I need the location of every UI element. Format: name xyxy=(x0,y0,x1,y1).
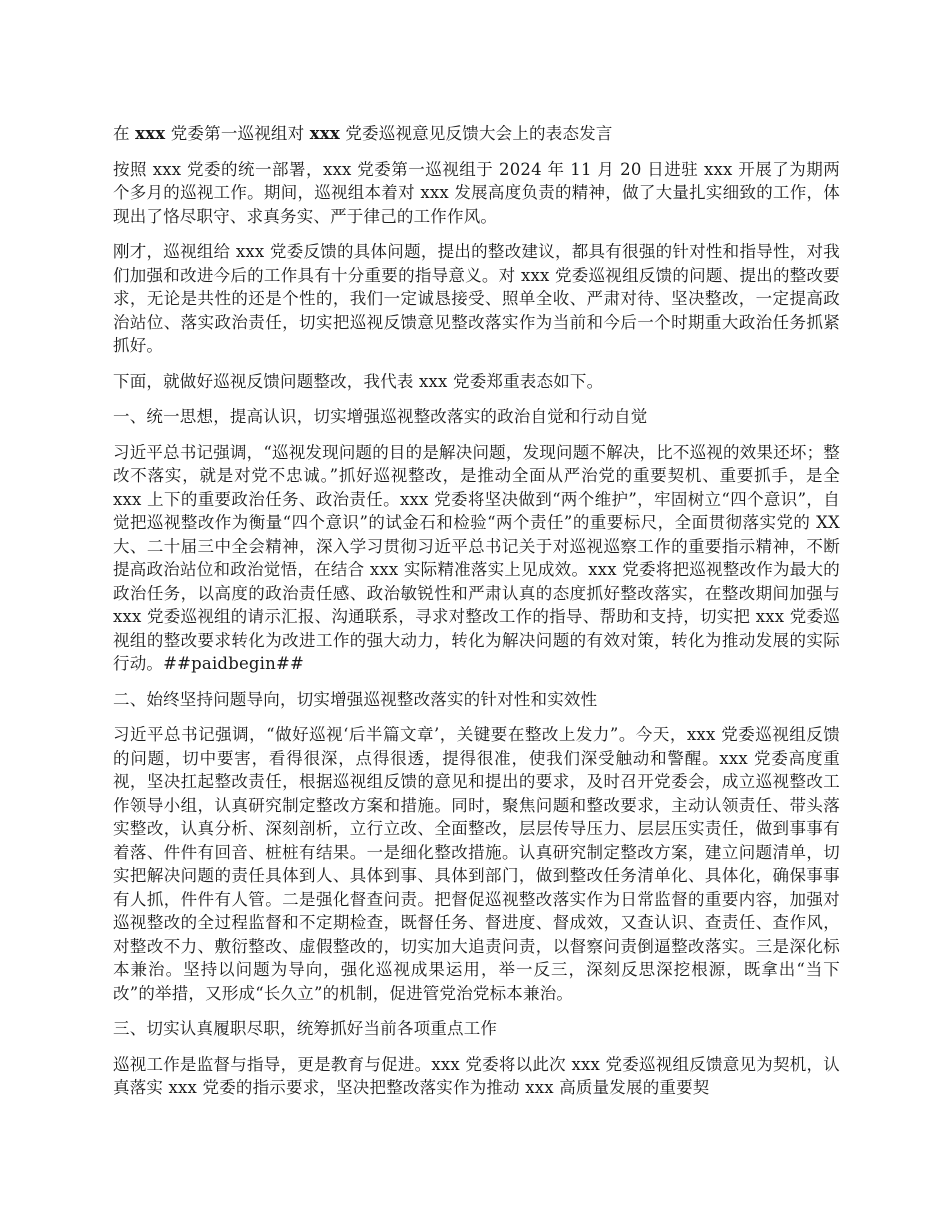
title-text-2: 党委第一巡视组对 xyxy=(165,124,310,143)
title-text-1: 在 xyxy=(113,124,136,143)
section-heading-3: 三、切实认真履职尽职，统筹抓好当前各项重点工作 xyxy=(113,1019,498,1038)
paragraph-section-1: 习近平总书记强调，“巡视发现问题的目的是解决问题，发现问题不解决，比不巡视的效果还坏；整改不落实，就是对党不忠诚。”抓好巡视整改，是推动全面从严治党的重要契机、重要抓手，是全 xxx 上下的重要政治任务、政治责任。xxx 党委将坚决做到“两个维护”，牢固树立“四个意识”，自觉把巡视整改作为衡量“四个意识”的试金石和检验“两个责任”的重要标尺，全面贯彻落实党的 XX 大、二十届三中全会精神，深入学习贯彻习近平总书记关于对巡视巡察工作的重要指示精神，不断提高政治站位和政治觉悟，在结合 xxx 实际精准落实上见成效。xxx 党委将把巡视整改作为最大的政治任务，以高度的政治责任感、政治敏锐性和严肃认真的态度抓好整改落实，在整改期间加强与 xxx 党委巡视组的请示汇报、沟通联系，寻求对整改工作的指导、帮助和支持，切实把 xxx 党委巡视组的整改要求转化为改进工作的强大动力，转化为解决问题的有效对策，转化为推动发展的实际行动。##paidbegin## xyxy=(113,442,840,673)
paragraph-intro: 按照 xxx 党委的统一部署，xxx 党委第一巡视组于 2024 年 11 月 20 日进驻 xxx 开展了为期两个多月的巡视工作。期间，巡视组本着对 xxx 发展高度负责的精神，做了大量扎实细致的工作，体现出了恪尽职守、求真务实、严于律己的工作作风。 xyxy=(113,159,840,226)
paragraph-feedback: 刚才，巡视组给 xxx 党委反馈的具体问题，提出的整改建议，都具有很强的针对性和指导性，对我们加强和改进今后的工作具有十分重要的指导意义。对 xxx 党委巡视组反馈的问题、提出的整改要求，无论是共性的还是个性的，我们一定诚恳接受、照单全收、严肃对待、坚决整改，一定提高政治站位、落实政治责任，切实把巡视反馈意见整改落实作为当前和今后一个时期重大政治任务抓紧抓好。 xyxy=(113,242,840,355)
title-bold-1: xxx xyxy=(135,124,166,143)
document-page xyxy=(113,122,840,1112)
paragraph-section-3: 巡视工作是监督与指导，更是教育与促进。xxx 党委将以此次 xxx 党委巡视组反馈意见为契机，认真落实 xxx 党委的指示要求，坚决把整改落实作为推动 xxx 高质量发展的重要契 xyxy=(113,1054,840,1097)
title-bold-2: xxx xyxy=(309,124,340,143)
paragraph-section-2: 习近平总书记强调，“做好巡视‘后半篇文章’，关键要在整改上发力”。今天，xxx 党委巡视组反馈的问题，切中要害，看得很深，点得很透，提得很准，使我们深受触动和警醒。xxx 党委高度重视，坚决扛起整改责任，根据巡视组反馈的意见和提出的要求，及时召开党委会，成立巡视整改工作领导小组，认真研究制定整改方案和措施。同时，聚焦问题和整改要求，主动认领责任、带头落实整改，认真分析、深刻剖析，立行立改、全面整改，层层传导压力、层层压实责任，做到事事有着落、件件有回音、桩桩有结果。一是细化整改措施。认真研究制定整改方案，建立问题清单，切实把解决问题的责任具体到人、具体到事、具体到部门，做到整改任务清单化、具体化，确保事事有人抓，件件有人管。二是强化督查问责。把督促巡视整改落实作为日常监督的重要内容，加强对巡视整改的全过程监督和不定期检查，既督任务、督进度、督成效，又查认识、查责任、查作风，对整改不力、敷衍整改、虚假整改的，切实加大追责问责，以督察问责倒逼整改落实。三是深化标本兼治。坚持以问题为导向，强化巡视成果运用，举一反三，深刻反思深挖根源，既拿出“当下改”的举措，又形成“长久立”的机制，促进管党治党标本兼治。 xyxy=(113,725,840,1003)
document-title xyxy=(113,122,840,146)
section-heading-1: 一、统一思想，提高认识，切实增强巡视整改落实的政治自觉和行动自觉 xyxy=(113,407,648,426)
paragraph-statement-intro: 下面，就做好巡视反馈问题整改，我代表 xxx 党委郑重表态如下。 xyxy=(113,371,604,391)
section-heading-2: 二、始终坚持问题导向，切实增强巡视整改落实的针对性和实效性 xyxy=(113,689,598,709)
title-text-3: 党委巡视意见反馈大会上的表态发言 xyxy=(339,124,613,143)
